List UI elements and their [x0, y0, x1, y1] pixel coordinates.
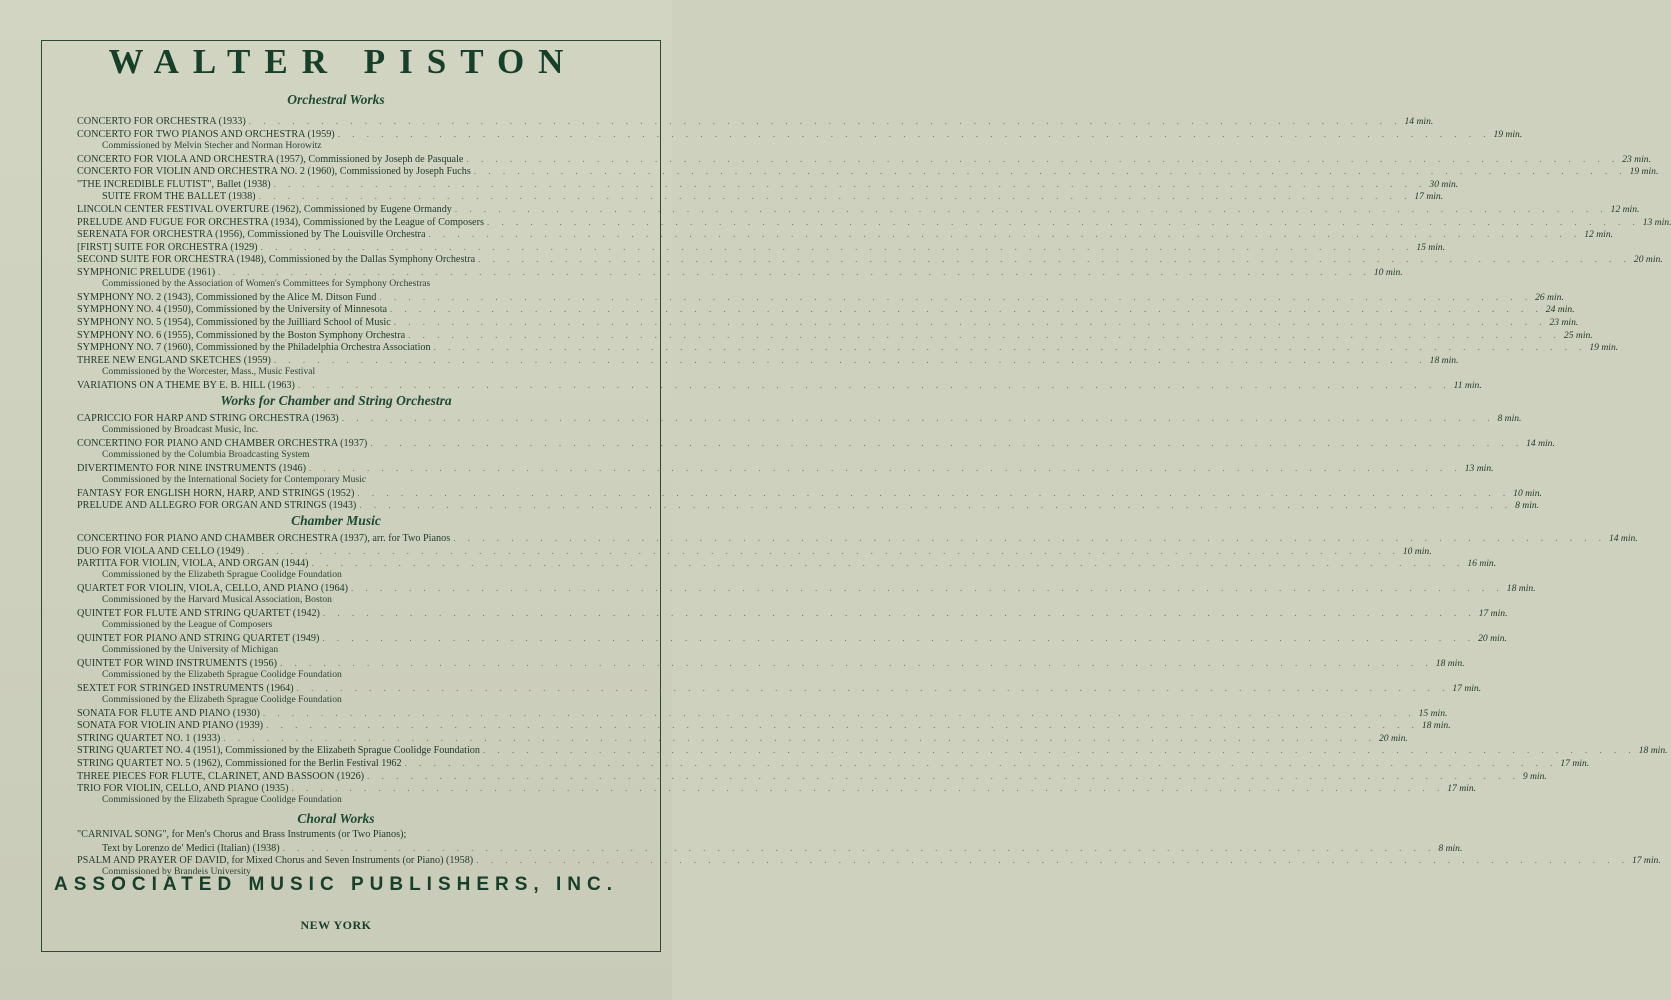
leader-dots: . . . . . . . . . . . . . . . . . . . . . . . . . . . . . . . . . . . . . . . . . . . . . . . . . . . . . . . . . . . . . . . . . . . . . . . . . . . . . . . . — [282, 842, 1436, 853]
commission-note: Commissioned by Brandeis University — [102, 866, 251, 878]
leader-dots: . . . . . . . . . . . . . . . . . . . . . . . . . . . . . . . . . . . . . . . . . . . . . . . . . . . . . . . . . . . . . . . . . . . . . . . . . . . . . . . . — [247, 545, 1400, 556]
work-title: SYMPHONY NO. 6 (1955), Commissioned by the Boston Symphony Orchestra — [77, 329, 406, 341]
work-entry — [77, 607, 1508, 619]
work-entry — [77, 770, 1547, 782]
work-duration: 23 min. — [1549, 317, 1579, 328]
leader-dots: . . . . . . . . . . . . . . . . . . . . . . . . . . . . . . . . . . . . . . . . . . . . . . . . . . . . . . . . . . . . . . . . . . . . . . . . . . . . . . . . — [311, 558, 1465, 569]
leader-dots: . . . . . . . . . . . . . . . . . . . . . . . . . . . . . . . . . . . . . . . . . . . . . . . . . . . . . . . . . . . . . . . . . . . . . . . . . . . . . . . . — [466, 153, 1620, 164]
leader-dots: . . . . . . . . . . . . . . . . . . . . . . . . . . . . . . . . . . . . . . . . . . . . . . . . . . . . . . . . . . . . . . . . . . . . . . . . . . . . . . . . — [308, 462, 1462, 473]
work-title: PARTITA FOR VIOLIN, VIOLA, AND ORGAN (1944) — [77, 558, 309, 570]
work-entry — [77, 487, 1542, 499]
work-duration: 19 min. — [1589, 342, 1619, 354]
work-duration: 12 min. — [1584, 229, 1614, 241]
leader-dots: . . . . . . . . . . . . . . . . . . . . . . . . . . . . . . . . . . . . . . . . . . . . . . . . . . . . . . . . . . . . . . . . . . . . . . . . . . . . . . . . — [370, 437, 1524, 448]
work-duration: 8 min. — [1497, 413, 1522, 424]
work-duration: 16 min. — [1467, 558, 1497, 570]
work-title: SECOND SUITE FOR ORCHESTRA (1948), Commissioned by the Dallas Symphony Orchestra — [77, 254, 476, 266]
work-entry — [77, 732, 1408, 744]
work-duration: 17 min. — [1631, 855, 1661, 867]
leader-dots: . . . . . . . . . . . . . . . . . . . . . . . . . . . . . . . . . . . . . . . . . . . . . . . . . . . . . . . . . . . . . . . . . . . . . . . . . . . . . . . . — [341, 413, 1495, 423]
leader-dots: . . . . . . . . . . . . . . . . . . . . . . . . . . . . . . . . . . . . . . . . . . . . . . . . . . . . . . . . . . . . . . . . . . . . . . . . . . . . . . . . — [296, 682, 1450, 693]
work-title: CONCERTINO FOR PIANO AND CHAMBER ORCHESTRA (1937), arr. for Two Pianos — [77, 533, 451, 544]
work-entry — [77, 128, 1523, 140]
work-entry — [77, 682, 1482, 694]
work-duration: 14 min. — [1526, 437, 1555, 449]
leader-dots: . . . . . . . . . . . . . . . . . . . . . . . . . . . . . . . . . . . . . . . . . . . . . . . . . . . . . . . . . . . . . . . . . . . . . . . . . . . . . . . . — [260, 241, 1414, 252]
leader-dots: . . . . . . . . . . . . . . . . . . . . . . . . . . . . . . . . . . . . . . . . . . . . . . . . . . . . . . . . . . . . . . . . . . . . . . . . . . . . . . . . — [408, 329, 1561, 340]
work-title: SYMPHONY NO. 4 (1950), Commissioned by the University of Minnesota — [77, 304, 388, 316]
leader-dots: . . . . . . . . . . . . . . . . . . . . . . . . . . . . . . . . . . . . . . . . . . . . . . . . . . . . . . . . . . . . . . . . . . . . . . . . . . . . . . . . — [351, 583, 1504, 594]
leader-dots: . . . . . . . . . . . . . . . . . . . . . . . . . . . . . . . . . . . . . . . . . . . . . . . . . . . . . . . . . . . . . . . . . . . . . . . . . . . . . . . . — [393, 317, 1547, 327]
work-title: SUITE FROM THE BALLET (1938) — [102, 191, 256, 203]
work-entry — [77, 228, 1614, 241]
work-duration: 13 min. — [1464, 462, 1494, 474]
work-entry — [77, 241, 1446, 253]
work-title: "THE INCREDIBLE FLUTIST", Ballet (1938) — [77, 178, 271, 190]
work-duration: 20 min. — [1633, 254, 1663, 266]
section-heading: Orchestral Works — [287, 92, 385, 107]
work-duration: 18 min. — [1435, 657, 1465, 669]
work-duration: 15 min. — [1416, 241, 1446, 253]
work-duration: 19 min. — [1493, 128, 1523, 140]
work-duration: 20 min. — [1478, 632, 1507, 644]
work-entry — [77, 303, 1575, 316]
work-title: STRING QUARTET NO. 1 (1933) — [77, 732, 221, 744]
work-entry — [77, 545, 1432, 557]
work-duration: 11 min. — [1453, 379, 1482, 391]
work-entry — [77, 316, 1579, 328]
work-duration: 14 min. — [1404, 116, 1434, 127]
work-duration: 25 min. — [1563, 329, 1593, 341]
work-title: SYMPHONY NO. 5 (1954), Commissioned by the Juilliard School of Music — [77, 317, 391, 328]
work-title: PRELUDE AND ALLEGRO FOR ORGAN AND STRINGS (1943) — [77, 500, 357, 512]
work-duration: 17 min. — [1414, 191, 1444, 203]
leader-dots: . . . . . . . . . . . . . . . . . . . . . . . . . . . . . . . . . . . . . . . . . . . . . . . . . . . . . . . . . . . . . . . . . . . . . . . . . . . . . . . . — [218, 266, 1371, 277]
section-heading: Works for Chamber and String Orchestra — [220, 393, 452, 408]
work-title: SONATA FOR VIOLIN AND PIANO (1939) — [77, 720, 264, 732]
leader-dots: . . . . . . . . . . . . . . . . . . . . . . . . . . . . . . . . . . . . . . . . . . . . . . . . . . . . . . . . . . . . . . . . . . . . . . . . . . . . . . . . — [454, 203, 1608, 214]
commission-note: Commissioned by Melvin Stecher and Norman Horowitz — [102, 139, 322, 151]
work-entry — [77, 437, 1555, 449]
work-entry — [77, 216, 1671, 228]
composer-name: WALTER PISTON — [108, 42, 578, 81]
leader-dots: . . . . . . . . . . . . . . . . . . . . . . . . . . . . . . . . . . . . . . . . . . . . . . . . . . . . . . . . . . . . . . . . . . . . . . . . . . . . . . . . — [359, 500, 1513, 511]
work-title: CONCERTO FOR VIOLIN AND ORCHESTRA NO. 2 (1960), Commissioned by Joseph Fuchs — [77, 166, 471, 178]
work-entry — [77, 329, 1593, 341]
work-duration: 18 min. — [1506, 583, 1536, 595]
leader-dots: . . . . . . . . . . . . . . . . . . . . . . . . . . . . . . . . . . . . . . . . . . . . . . . . . . . . . . . . . . . . . . . . . . . . . . . . . . . . . . . . — [322, 632, 1476, 643]
work-entry — [77, 782, 1477, 795]
work-entry — [77, 707, 1448, 719]
leader-dots: . . . . . . . . . . . . . . . . . . . . . . . . . . . . . . . . . . . . . . . . . . . . . . . . . . . . . . . . . . . . . . . . . . . . . . . . . . . . . . . . — [482, 745, 1636, 756]
work-duration: 18 min. — [1429, 354, 1459, 366]
commission-note: Commissioned by the Elizabeth Sprague Coolidge Foundation — [102, 569, 342, 581]
work-title: SERENATA FOR ORCHESTRA (1956), Commissioned by The Louisville Orchestra — [77, 229, 426, 241]
work-duration: 10 min. — [1373, 266, 1403, 278]
work-duration: 15 min. — [1418, 707, 1448, 719]
work-duration: 10 min. — [1513, 487, 1542, 499]
leader-dots: . . . . . . . . . . . . . . . . . . . . . . . . . . . . . . . . . . . . . . . . . . . . . . . . . . . . . . . . . . . . . . . . . . . . . . . . . . . . . . . . — [248, 116, 1402, 126]
commission-note: Commissioned by the Columbia Broadcasting System — [102, 449, 310, 460]
leader-dots: . . . . . . . . . . . . . . . . . . . . . . . . . . . . . . . . . . . . . . . . . . . . . . . . . . . . . . . . . . . . . . . . . . . . . . . . . . . . . . . . — [379, 291, 1533, 302]
work-entry — [77, 379, 1482, 391]
leader-dots: . . . . . . . . . . . . . . . . . . . . . . . . . . . . . . . . . . . . . . . . . . . . . . . . . . . . . . . . . . . . . . . . . . . . . . . . . . . . . . . . — [476, 855, 1629, 866]
work-title: QUARTET FOR VIOLIN, VIOLA, CELLO, AND PIANO (1964) — [77, 583, 349, 595]
work-title: "CARNIVAL SONG", for Men's Chorus and Brass Instruments (or Two Pianos); — [77, 829, 407, 840]
leader-dots: . . . . . . . . . . . . . . . . . . . . . . . . . . . . . . . . . . . . . . . . . . . . . . . . . . . . . . . . . . . . . . . . . . . . . . . . . . . . . . . . — [322, 608, 1476, 618]
work-duration: 13 min. — [1642, 216, 1671, 228]
work-title: STRING QUARTET NO. 5 (1962), Commissioned for the Berlin Festival 1962 — [77, 758, 402, 769]
work-entry — [77, 153, 1651, 165]
work-entry — [77, 829, 634, 841]
work-title: PRELUDE AND FUGUE FOR ORCHESTRA (1934), Commissioned by the League of Composers — [77, 216, 484, 228]
commission-note: Commissioned by the Worcester, Mass., Music Festival — [102, 365, 316, 377]
work-title: QUINTET FOR FLUTE AND STRING QUARTET (1942) — [77, 608, 320, 619]
work-title: QUINTET FOR WIND INSTRUMENTS (1956) — [77, 657, 277, 669]
commission-note: Commissioned by the Association of Women's Committees for Symphony Orchestras — [102, 278, 431, 289]
work-title: SYMPHONY NO. 7 (1960), Commissioned by the Philadelphia Orchestra Association — [77, 342, 431, 354]
work-duration: 14 min. — [1608, 533, 1638, 544]
work-title: DUO FOR VIOLA AND CELLO (1949) — [77, 545, 245, 557]
work-title: Text by Lorenzo de' Medici (Italian) (1938) — [102, 842, 280, 854]
work-duration: 19 min. — [1629, 166, 1659, 178]
commission-note: Commissioned by Broadcast Music, Inc. — [102, 424, 259, 436]
work-duration: 17 min. — [1447, 783, 1477, 795]
leader-dots: . . . . . . . . . . . . . . . . . . . . . . . . . . . . . . . . . . . . . . . . . . . . . . . . . . . . . . . . . . . . . . . . . . . . . . . . . . . . . . . . — [337, 128, 1491, 139]
leader-dots: . . . . . . . . . . . . . . . . . . . . . . . . . . . . . . . . . . . . . . . . . . . . . . . . . . . . . . . . . . . . . . . . . . . . . . . . . . . . . . . . — [404, 758, 1558, 768]
work-title: VARIATIONS ON A THEME BY E. B. HILL (1963) — [77, 379, 295, 391]
work-title: THREE PIECES FOR FLUTE, CLARINET, AND BASSOON (1926) — [77, 770, 365, 782]
leader-dots: . . . . . . . . . . . . . . . . . . . . . . . . . . . . . . . . . . . . . . . . . . . . . . . . . . . . . . . . . . . . . . . . . . . . . . . . . . . . . . . . — [478, 254, 1631, 265]
work-title: PSALM AND PRAYER OF DAVID, for Mixed Chorus and Seven Instruments (or Piano) (1958) — [77, 855, 474, 867]
work-title: CONCERTO FOR TWO PIANOS AND ORCHESTRA (1959) — [77, 128, 335, 140]
commission-note: Commissioned by the Elizabeth Sprague Coolidge Foundation — [102, 693, 342, 705]
work-entry — [77, 253, 1663, 266]
work-duration: 9 min. — [1522, 770, 1547, 782]
work-title: [FIRST] SUITE FOR ORCHESTRA (1929) — [77, 241, 258, 253]
work-entry — [102, 842, 1463, 854]
leader-dots: . . . . . . . . . . . . . . . . . . . . . . . . . . . . . . . . . . . . . . . . . . . . . . . . . . . . . . . . . . . . . . . . . . . . . . . . . . . . . . . . — [367, 770, 1520, 781]
work-duration: 26 min. — [1535, 291, 1564, 303]
work-entry — [77, 744, 1668, 757]
work-duration: 8 min. — [1438, 842, 1463, 854]
leader-dots: . . . . . . . . . . . . . . . . . . . . . . . . . . . . . . . . . . . . . . . . . . . . . . . . . . . . . . . . . . . . . . . . . . . . . . . . . . . . . . . . — [357, 487, 1511, 498]
leader-dots: . . . . . . . . . . . . . . . . . . . . . . . . . . . . . . . . . . . . . . . . . . . . . . . . . . . . . . . . . . . . . . . . . . . . . . . . . . . . . . . . — [291, 783, 1445, 794]
leader-dots: . . . . . . . . . . . . . . . . . . . . . . . . . . . . . . . . . . . . . . . . . . . . . . . . . . . . . . . . . . . . . . . . . . . . . . . . . . . . . . . . — [486, 216, 1640, 227]
work-entry — [77, 203, 1640, 215]
leader-dots: . . . . . . . . . . . . . . . . . . . . . . . . . . . . . . . . . . . . . . . . . . . . . . . . . . . . . . . . . . . . . . . . . . . . . . . . . . . . . . . . — [223, 732, 1376, 743]
work-entry — [77, 757, 1590, 769]
work-duration: 23 min. — [1622, 153, 1651, 165]
work-entry — [77, 499, 1540, 512]
leader-dots: . . . . . . . . . . . . . . . . . . . . . . . . . . . . . . . . . . . . . . . . . . . . . . . . . . . . . . . . . . . . . . . . . . . . . . . . . . . . . . . . — [390, 304, 1543, 315]
commission-note: Commissioned by the Harvard Musical Association, Boston — [102, 594, 332, 606]
commission-note: Commissioned by the Elizabeth Sprague Coolidge Foundation — [102, 794, 342, 806]
work-entry — [77, 854, 1661, 867]
leader-dots: . . . . . . . . . . . . . . . . . . . . . . . . . . . . . . . . . . . . . . . . . . . . . . . . . . . . . . . . . . . . . . . . . . . . . . . . . . . . . . . . — [262, 707, 1416, 718]
work-entry — [77, 557, 1497, 570]
work-title: SYMPHONIC PRELUDE (1961) — [77, 266, 216, 278]
work-duration: 24 min. — [1545, 304, 1575, 316]
work-entry — [77, 266, 1403, 278]
commission-note: Commissioned by the Elizabeth Sprague Coolidge Foundation — [102, 668, 342, 680]
leader-dots: . . . . . . . . . . . . . . . . . . . . . . . . . . . . . . . . . . . . . . . . . . . . . . . . . . . . . . . . . . . . . . . . . . . . . . . . . . . . . . . . — [428, 229, 1582, 240]
publisher-name: ASSOCIATED MUSIC PUBLISHERS, INC. — [54, 874, 618, 895]
work-title: LINCOLN CENTER FESTIVAL OVERTURE (1962), Commissioned by Eugene Ormandy — [77, 203, 452, 215]
work-title: CONCERTINO FOR PIANO AND CHAMBER ORCHESTRA (1937) — [77, 437, 368, 449]
leader-dots: . . . . . . . . . . . . . . . . . . . . . . . . . . . . . . . . . . . . . . . . . . . . . . . . . . . . . . . . . . . . . . . . . . . . . . . . . . . . . . . . — [266, 720, 1419, 731]
leader-dots: . . . . . . . . . . . . . . . . . . . . . . . . . . . . . . . . . . . . . . . . . . . . . . . . . . . . . . . . . . . . . . . . . . . . . . . . . . . . . . . . — [433, 342, 1587, 353]
work-entry — [77, 462, 1494, 474]
leader-dots: . . . . . . . . . . . . . . . . . . . . . . . . . . . . . . . . . . . . . . . . . . . . . . . . . . . . . . . . . . . . . . . . . . . . . . . . . . . . . . . . — [273, 178, 1427, 189]
work-title: STRING QUARTET NO. 4 (1951), Commissioned by the Elizabeth Sprague Coolidge Foundation — [77, 745, 480, 757]
work-entry — [77, 178, 1459, 190]
section-heading: Choral Works — [297, 811, 375, 826]
work-duration: 17 min. — [1452, 682, 1482, 694]
work-entry — [102, 190, 1444, 203]
work-entry — [77, 115, 1434, 127]
work-duration: 20 min. — [1378, 732, 1408, 744]
work-entry — [77, 165, 1659, 178]
work-entry — [77, 632, 1507, 644]
leader-dots: . . . . . . . . . . . . . . . . . . . . . . . . . . . . . . . . . . . . . . . . . . . . . . . . . . . . . . . . . . . . . . . . . . . . . . . . . . . . . . . . — [258, 191, 1412, 202]
work-entry — [77, 341, 1619, 354]
commission-note: Commissioned by the League of Composers — [102, 619, 273, 631]
publisher-city: NEW YORK — [300, 918, 372, 932]
leader-dots: . . . . . . . . . . . . . . . . . . . . . . . . . . . . . . . . . . . . . . . . . . . . . . . . . . . . . . . . . . . . . . . . . . . . . . . . . . . . . . . . — [297, 379, 1451, 390]
work-duration: 17 min. — [1478, 608, 1508, 619]
work-entry — [77, 354, 1459, 366]
leader-dots: . . . . . . . . . . . . . . . . . . . . . . . . . . . . . . . . . . . . . . . . . . . . . . . . . . . . . . . . . . . . . . . . . . . . . . . . . . . . . . . . — [273, 354, 1427, 365]
work-entry — [77, 719, 1451, 732]
work-title: CONCERTO FOR VIOLA AND ORCHESTRA (1957), Commissioned by Joseph de Pasquale — [77, 153, 464, 165]
work-duration: 17 min. — [1560, 758, 1590, 769]
work-title: TRIO FOR VIOLIN, CELLO, AND PIANO (1935) — [77, 783, 289, 795]
work-title: DIVERTIMENTO FOR NINE INSTRUMENTS (1946) — [77, 462, 306, 474]
work-title: CONCERTO FOR ORCHESTRA (1933) — [77, 116, 246, 127]
work-title: CAPRICCIO FOR HARP AND STRING ORCHESTRA (1963) — [77, 413, 339, 424]
work-title: THREE NEW ENGLAND SKETCHES (1959) — [77, 354, 271, 366]
work-duration: 10 min. — [1402, 545, 1432, 557]
work-duration: 12 min. — [1610, 203, 1640, 215]
leader-dots: . . . . . . . . . . . . . . . . . . . . . . . . . . . . . . . . . . . . . . . . . . . . . . . . . . . . . . . . . . . . . . . . . . . . . . . . . . . . . . . . — [473, 166, 1627, 177]
leader-dots: . . . . . . . . . . . . . . . . . . . . . . . . . . . . . . . . . . . . . . . . . . . . . . . . . . . . . . . . . . . . . . . . . . . . . . . . . . . . . . . . — [453, 533, 1606, 543]
work-title: SYMPHONY NO. 2 (1943), Commissioned by the Alice M. Ditson Fund — [77, 291, 377, 303]
work-entry — [77, 412, 1522, 424]
work-entry — [77, 532, 1638, 544]
commission-note: Commissioned by the University of Michigan — [102, 644, 279, 655]
work-title: SONATA FOR FLUTE AND PIANO (1930) — [77, 707, 260, 719]
leader-dots: . . . . . . . . . . . . . . . . . . . . . . . . . . . . . . . . . . . . . . . . . . . . . . . . . . . . . . . . . . . . . . . . . . . . . . . . . . . . . . . . — [279, 657, 1433, 668]
work-entry — [77, 657, 1465, 669]
work-duration: 8 min. — [1515, 500, 1540, 512]
work-duration: 18 min. — [1638, 745, 1668, 757]
work-duration: 30 min. — [1429, 178, 1459, 190]
work-title: QUINTET FOR PIANO AND STRING QUARTET (1949) — [77, 632, 320, 644]
work-entry — [77, 291, 1564, 303]
work-duration: 18 min. — [1421, 720, 1451, 732]
work-entry — [77, 582, 1536, 595]
section-heading: Chamber Music — [291, 513, 381, 528]
work-title: SEXTET FOR STRINGED INSTRUMENTS (1964) — [77, 682, 294, 694]
commission-note: Commissioned by the International Society for Contemporary Music — [102, 473, 367, 485]
work-title: FANTASY FOR ENGLISH HORN, HARP, AND STRINGS (1952) — [77, 487, 355, 499]
